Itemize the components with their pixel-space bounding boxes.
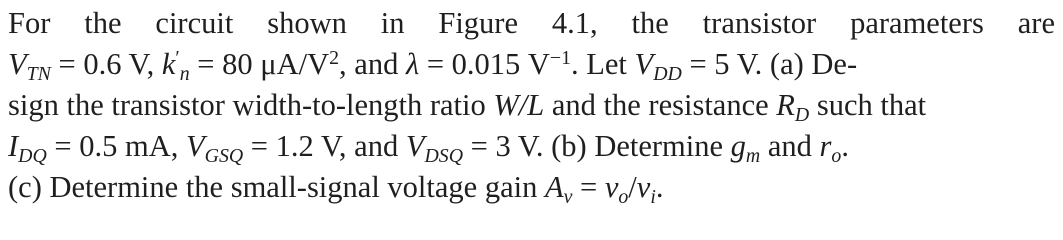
- width-length-ratio-symbol: W/L: [493, 88, 545, 122]
- kn-base: k: [161, 47, 176, 81]
- vdsq-symbol: [405, 129, 464, 168]
- idq-subscript: DQ: [18, 145, 47, 168]
- gm-base: g: [730, 129, 746, 163]
- kn-prime-mark: ′: [175, 47, 180, 70]
- vo-base: v: [604, 170, 619, 204]
- kn-value: = 80 μA/V: [189, 47, 330, 81]
- line-5-period: .: [655, 170, 664, 204]
- vgsq-base: V: [186, 129, 205, 163]
- rd-base: R: [776, 88, 795, 122]
- av-base: A: [544, 170, 564, 204]
- vdd-subscript: DD: [653, 63, 682, 86]
- vo-symbol: [604, 170, 629, 209]
- vdsq-base: V: [405, 129, 425, 163]
- vgsq-symbol: [186, 129, 244, 168]
- kn-prime-symbol: [161, 47, 190, 86]
- vo-subscript: o: [618, 186, 629, 209]
- and-text-2: and: [760, 129, 820, 163]
- ro-base: r: [819, 129, 832, 163]
- let-text: . Let: [571, 47, 635, 81]
- idq-value: = 0.5 mA,: [46, 129, 186, 163]
- vi-subscript: i: [650, 186, 656, 209]
- gm-subscript: m: [745, 145, 761, 168]
- vi-base: v: [636, 170, 651, 204]
- ro-symbol: [819, 129, 842, 168]
- lambda-value: = 0.015 V: [419, 47, 550, 81]
- vtn-subscript: TN: [26, 63, 51, 86]
- such-that-text: such that: [809, 88, 927, 122]
- vtn-symbol: [8, 47, 51, 86]
- lambda-unit-exponent: −1: [549, 47, 572, 70]
- vi-symbol: [636, 170, 656, 209]
- idq-symbol: [8, 129, 47, 168]
- equals-sign: =: [572, 170, 605, 204]
- rd-subscript: D: [794, 104, 810, 127]
- resistance-text: and the resistance: [544, 88, 777, 122]
- vgsq-value: = 1.2 V, and: [243, 129, 406, 163]
- vgsq-subscript: GSQ: [204, 145, 244, 168]
- vdd-symbol: [634, 47, 682, 86]
- problem-line-4: [8, 126, 1055, 167]
- and-text: , and: [339, 47, 406, 81]
- problem-statement: [8, 3, 1055, 208]
- kn-unit-exponent: 2: [329, 47, 340, 70]
- line-1-text: For the circuit shown in Figure 4.1, the transistor parameters are: [8, 6, 1055, 40]
- vdsq-subscript: DSQ: [424, 145, 464, 168]
- vtn-base: V: [8, 47, 27, 81]
- vdd-value-and-part-a: = 5 V. (a) De-: [681, 47, 858, 81]
- ro-subscript: o: [831, 145, 842, 168]
- division-slash: /: [628, 170, 637, 204]
- av-subscript: v: [563, 186, 573, 209]
- problem-line-3: [8, 85, 1055, 126]
- kn-subscript: n: [179, 63, 190, 86]
- problem-line-2: [8, 44, 1055, 85]
- part-c-text: (c) Determine the small-signal voltage gain: [8, 170, 545, 204]
- gm-symbol: [730, 129, 761, 168]
- problem-line-5: [8, 167, 1055, 208]
- vdd-base: V: [634, 47, 654, 81]
- lambda-symbol: λ: [405, 47, 420, 81]
- vdsq-value-and-part-b: = 3 V. (b) Determine: [463, 129, 731, 163]
- av-symbol: [544, 170, 573, 209]
- line-3-lead: sign the transistor width-to-length ratio: [8, 88, 494, 122]
- idq-base: I: [8, 129, 19, 163]
- problem-line-1: [8, 3, 1055, 44]
- line-4-period: .: [841, 129, 849, 163]
- vtn-value: = 0.6 V,: [50, 47, 162, 81]
- rd-symbol: [776, 88, 810, 127]
